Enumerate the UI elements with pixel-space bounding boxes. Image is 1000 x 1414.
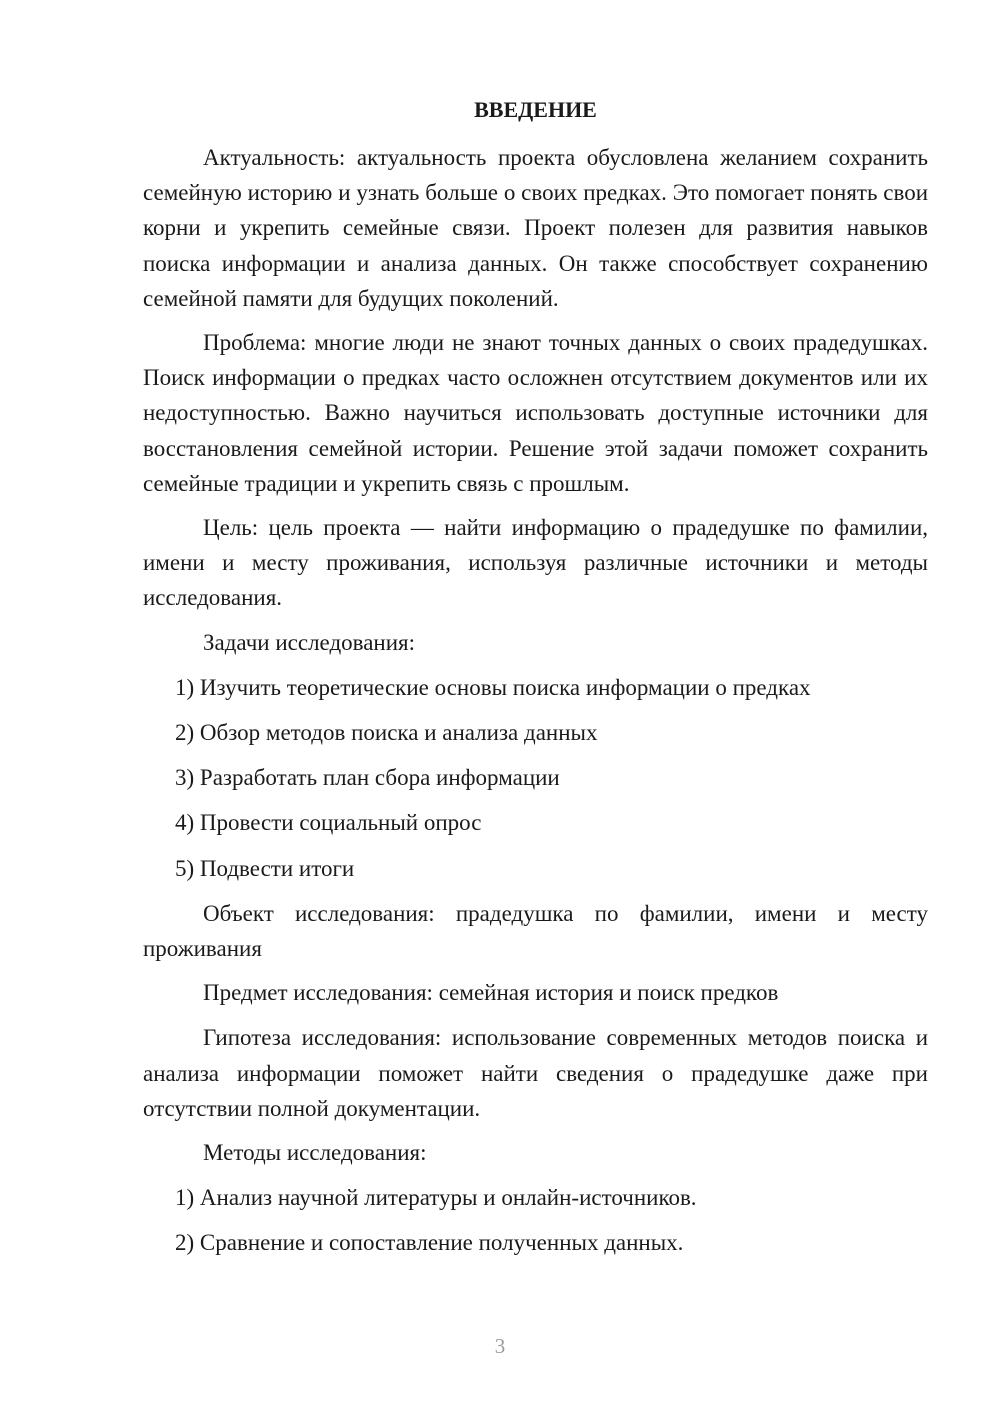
task-item: 5) Подвести итоги: [175, 855, 355, 881]
task-item: 2) Обзор методов поиска и анализа данных: [175, 720, 598, 746]
tasks-list: [143, 670, 928, 886]
relevance-paragraph: Актуальность: актуальность проекта обусловлена желанием сохранить семейную историю и узнать больше о своих предках. Это помогает понять свои корни и укрепить семейные связи. Проект полезен для развития навыков поиска информации и анализа данных. Он также способствует сохранению семейной памяти для будущих поколений.: [143, 145, 928, 311]
methods-label: Методы исследования:: [203, 1140, 427, 1166]
hypothesis-paragraph: Гипотеза исследования: использование современных методов поиска и анализа информации поможет найти сведения о прадедушке даже при отсутствии полной документации.: [143, 1025, 928, 1121]
goal-paragraph: Цель: цель проекта — найти информацию о прадедушке по фамилии, имени и месту проживания, используя различные источники и методы исследования.: [143, 515, 928, 611]
methods-list: [143, 1180, 928, 1260]
task-item: 3) Разработать план сбора информации: [175, 765, 560, 791]
document-body: [143, 96, 928, 1271]
object-paragraph: Объект исследования: прадедушка по фамилии, имени и месту проживания: [143, 900, 928, 962]
subject-paragraph: Предмет исследования: семейная история и поиск предков: [203, 980, 779, 1006]
method-item: 2) Сравнение и сопоставление полученных данных.: [175, 1230, 684, 1256]
method-item: 1) Анализ научной литературы и онлайн-источников.: [175, 1185, 697, 1211]
problem-paragraph: Проблема: многие люди не знают точных данных о своих прадедушках. Поиск информации о предках часто осложнен отсутствием документов или их недоступностью. Важно научиться использовать доступные источники для восстановления семейной истории. Решение этой задачи поможет сохранить семейные традиции и укрепить связь с прошлым.: [143, 330, 928, 496]
page-number: 3: [494, 1334, 506, 1358]
tasks-label: Задачи исследования:: [203, 629, 416, 655]
task-item: 4) Провести социальный опрос: [175, 810, 482, 836]
task-item: 1) Изучить теоретические основы поиска информации о предках: [175, 674, 811, 700]
section-title: ВВЕДЕНИЕ: [474, 97, 597, 122]
